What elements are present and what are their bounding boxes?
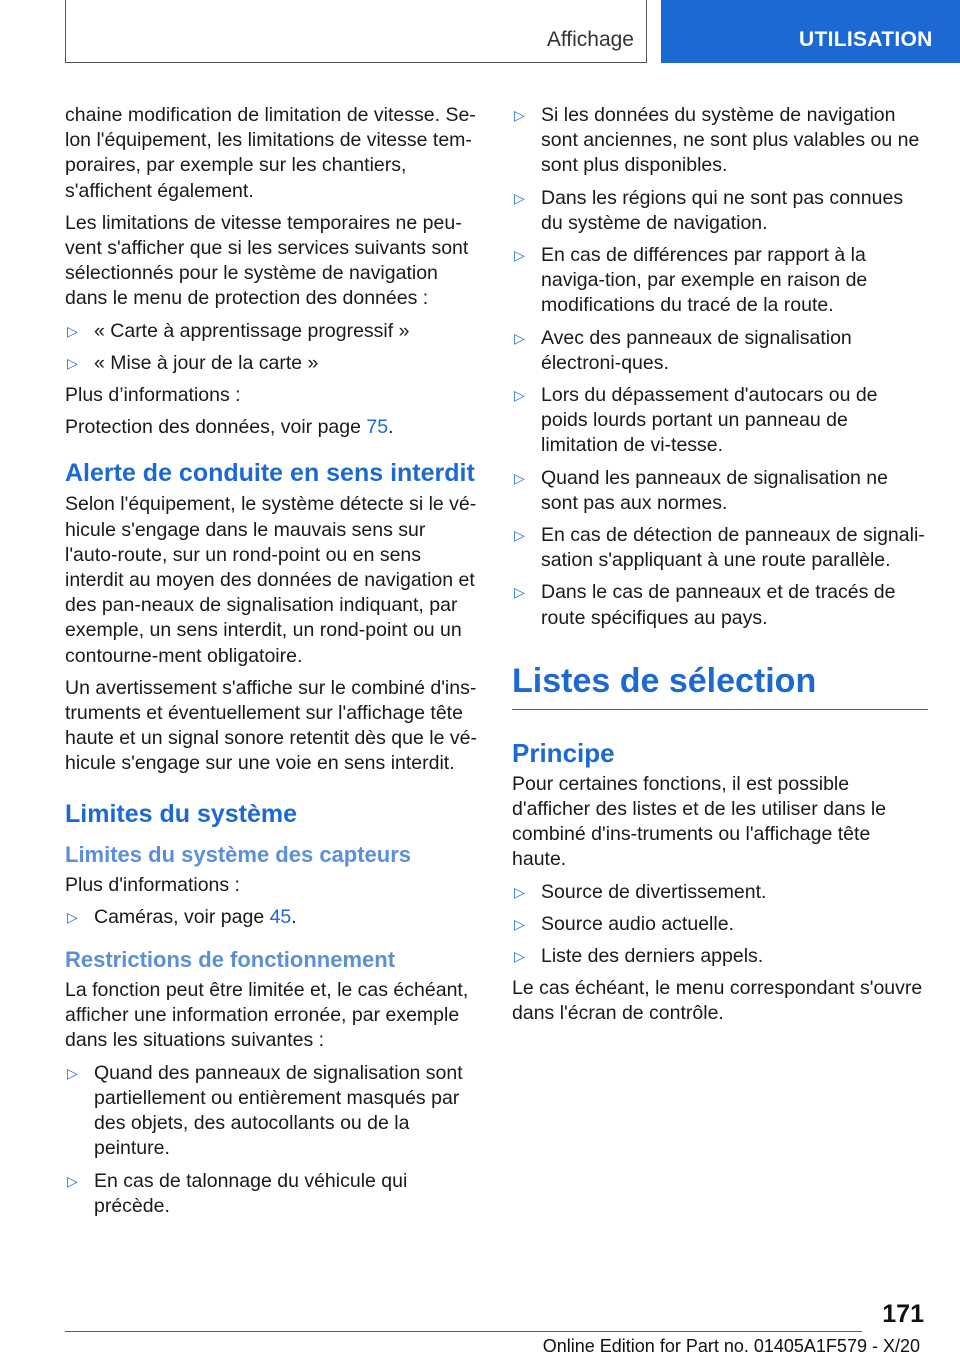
triangle-bullet-icon: ▷ [67,322,78,339]
paragraph: Plus d'informations : [65,873,240,896]
triangle-bullet-icon: ▷ [514,915,525,932]
heading-restrictions: Restrictions de fonctionnement [65,947,396,973]
list-item: ▷ Lors du dépassement d'autocars ou de poids lourds portant un panneau de limitation de vi-tesse. [514,384,878,457]
list-item: ▷ Dans le cas de panneaux et de tracés de route spécifiques au pays. [514,581,896,629]
page-link-75[interactable]: 75 [366,416,389,439]
list-item: ▷ Avec des panneaux de signalisation électroni-ques. [514,326,852,374]
paragraph: Un avertissement s'affiche sur le combiné d'ins-truments et éventuellement sur l'affichage tête haute et un signal sonore retentit dès que le vé-hicule s'engage sur une voie en sens interdit. [65,676,477,775]
restrictions-list-left [65,1061,480,1219]
paragraph: Plus d’informations : [65,384,241,407]
page-link-45[interactable]: 45 [269,905,292,928]
list-item: ▷ Liste des derniers appels. [512,944,928,969]
sensors-list [65,905,480,930]
triangle-bullet-icon: ▷ [514,247,525,264]
paragraph: Le cas échéant, le menu correspondant s'ouvre dans l'écran de contrôle. [512,977,923,1025]
right-column [512,103,928,1034]
paragraph: Selon l'équipement, le système détecte si le vé-hicule s'engage dans le mauvais sens sur l'auto-route, sur un rond-point ou en sens interdit au moyen des données de navigation et des pan-neaux de signalisation indiquant, par exemple, un sens interdit, un rond-point ou un contourne-ment obligatoire. [65,493,477,667]
list-item: ▷ Caméras, voir page 45. [65,905,480,930]
heading-system-limits: Limites du système [65,799,298,828]
list-item: ▷ Quand les panneaux de signalisation ne sont pas aux normes. [514,466,888,514]
list-item: ▷ « Carte à apprentissage progressif » [65,319,480,344]
header-section-title: Affichage [546,28,634,51]
footer-edition: Online Edition for Part no. 01405A1F579 - X/20 [542,1336,920,1356]
header-chapter-tab: UTILISATION [661,0,960,63]
paragraph: Pour certaines fonctions, il est possible d'afficher des listes et de les utiliser dans le combiné d'ins-truments ou l'affichage tête haute. [512,772,887,871]
restrictions-list-right [512,103,928,631]
footer-divider [65,1331,862,1332]
list-item: ▷ « Mise à jour de la carte » [65,351,480,376]
heading-sensor-limits: Limites du système des capteurs [65,841,412,867]
paragraph: Les limitations de vitesse temporaires ne peu-vent s'afficher que si les services suivants sont sélectionnés pour le système de navigation dans le menu de protection des données : [65,211,469,310]
heading-principle: Principe [512,737,615,768]
paragraph: La fonction peut être limitée et, le cas échéant, afficher une information erronée, par exemple dans les situations suivantes : [65,979,469,1052]
triangle-bullet-icon: ▷ [67,1064,78,1081]
triangle-bullet-icon: ▷ [514,469,525,486]
triangle-bullet-icon: ▷ [514,948,525,965]
triangle-bullet-icon: ▷ [514,387,525,404]
list-item: ▷ Source audio actuelle. [512,912,928,937]
list-item: ▷ Source de divertissement. [512,880,928,905]
heading-wrong-way: Alerte de conduite en sens interdit [65,459,475,488]
paragraph: chaine modification de limitation de vitesse. Se-lon l'équipement, les limitations de vitesse tem-poraires, par exemple sur les chantiers, s'affichent également. [65,104,476,202]
list-item: ▷ En cas de différences par rapport à la naviga-tion, par exemple en raison de modifications du tracé de la route. [514,244,868,317]
page-number: 171 [882,1300,924,1328]
triangle-bullet-icon: ▷ [514,584,525,601]
services-list [65,319,480,376]
triangle-bullet-icon: ▷ [67,1172,78,1189]
list-item: ▷ En cas de détection de panneaux de signali-sation s'appliquant à une route parallèle. [514,524,925,572]
selection-items-list [512,880,928,970]
triangle-bullet-icon: ▷ [67,354,78,371]
triangle-bullet-icon: ▷ [514,527,525,544]
triangle-bullet-icon: ▷ [514,329,525,346]
triangle-bullet-icon: ▷ [514,189,525,206]
list-item: ▷ En cas de talonnage du véhicule qui précède. [67,1169,408,1217]
list-item: ▷ Quand des panneaux de signalisation sont partiellement ou entièrement masqués par des objets, des autocollants ou de la peinture. [67,1061,463,1160]
triangle-bullet-icon: ▷ [514,883,525,900]
paragraph: Protection des données, voir page 75. [65,416,394,439]
list-item: ▷ Dans les régions qui ne sont pas connues du système de navigation. [514,186,904,234]
left-column [65,103,480,1226]
triangle-bullet-icon: ▷ [514,107,525,123]
heading-selection-lists: Listes de sélection [512,661,928,710]
triangle-bullet-icon: ▷ [67,908,78,925]
list-item: ▷ Si les données du système de navigation sont anciennes, ne sont plus valables ou ne sont plus disponibles. [514,104,920,177]
